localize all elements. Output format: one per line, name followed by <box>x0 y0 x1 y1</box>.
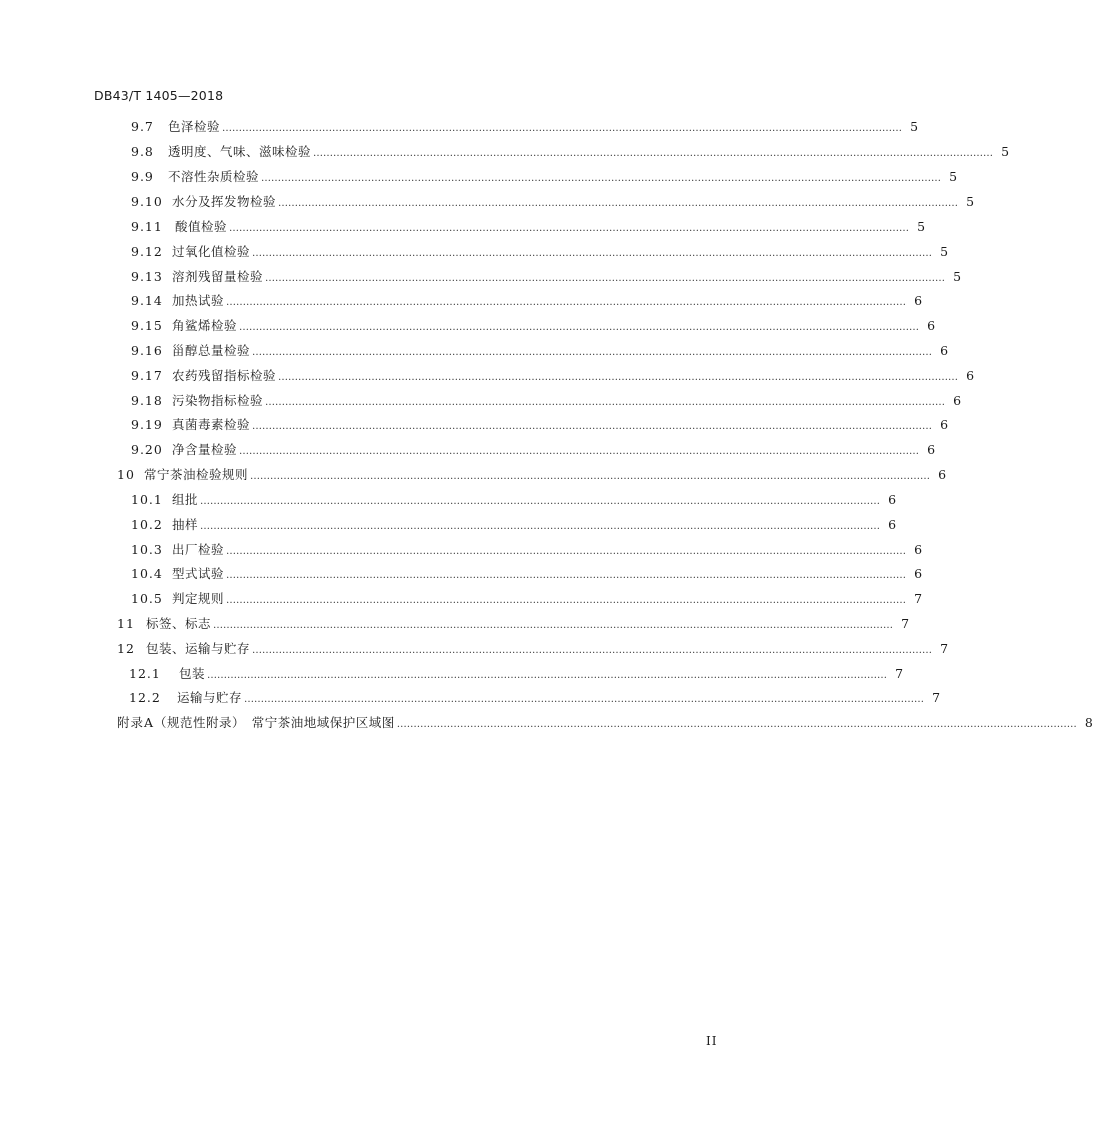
toc-leader-dots: …………………………………………………………………………………………………………………………………………………………………………………… <box>226 570 907 581</box>
toc-leader-dots: …………………………………………………………………………………………………………………………………………………………………………………… <box>252 248 933 259</box>
toc-entry[interactable] <box>131 391 962 411</box>
toc-leader-dots: …………………………………………………………………………………………………………………………………………………………………………………… <box>226 595 907 606</box>
toc-entry-page: 6 <box>940 343 949 358</box>
toc-entry-page: 6 <box>940 417 949 432</box>
toc-entry-title: 溶剂残留量检验 <box>172 269 264 284</box>
toc-entry-title: 抽样 <box>172 517 199 532</box>
toc-leader-dots: …………………………………………………………………………………………………………………………………………………………………………………… <box>213 620 894 631</box>
toc-entry-page: 5 <box>917 219 926 234</box>
toc-entry[interactable] <box>131 440 936 460</box>
toc-entry-page: 7 <box>901 616 910 631</box>
toc-entry-title: 角鲨烯检验 <box>172 318 238 333</box>
toc-leader-dots: …………………………………………………………………………………………………………………………………………………………………………………… <box>222 123 903 134</box>
toc-entry-title: 净含量检验 <box>172 442 238 457</box>
toc-leader-dots: …………………………………………………………………………………………………………………………………………………………………………………… <box>250 471 931 482</box>
toc-entry-number: 9.16 <box>131 343 163 358</box>
toc-entry-number: 9.11 <box>131 219 163 234</box>
toc-entry[interactable] <box>131 142 1010 162</box>
toc-leader-dots: …………………………………………………………………………………………………………………………………………………………………………………… <box>226 297 907 308</box>
toc-entry[interactable] <box>117 713 1093 733</box>
toc-entry-page: 5 <box>953 269 962 284</box>
toc-entry-number: 10.2 <box>131 517 163 532</box>
toc-leader-dots: …………………………………………………………………………………………………………………………………………………………………………………… <box>200 521 881 532</box>
toc-entry-number: 10.1 <box>131 492 163 507</box>
document-code: DB43/T 1405—2018 <box>94 88 224 103</box>
toc-leader-dots: …………………………………………………………………………………………………………………………………………………………………………………… <box>396 719 1077 730</box>
toc-entry-title: 包装、运输与贮存 <box>146 641 251 656</box>
toc-entry[interactable] <box>131 316 936 336</box>
toc-entry-number: 10.3 <box>131 542 163 557</box>
toc-entry-number: 9.9 <box>131 169 154 184</box>
toc-entry-title: 包装 <box>179 666 206 681</box>
toc-entry-title: 常宁茶油检验规则 <box>144 467 249 482</box>
toc-entry-title: 甾醇总量检验 <box>172 343 251 358</box>
toc-leader-dots: …………………………………………………………………………………………………………………………………………………………………………………… <box>226 546 907 557</box>
toc-leader-dots: …………………………………………………………………………………………………………………………………………………………………………………… <box>207 670 888 681</box>
toc-entry-title: 型式试验 <box>172 566 225 581</box>
toc-entry-number: 9.7 <box>131 119 154 134</box>
toc-entry[interactable] <box>131 341 949 361</box>
toc-leader-dots: …………………………………………………………………………………………………………………………………………………………………………………… <box>244 694 925 705</box>
toc-entry-page: 6 <box>888 492 897 507</box>
toc-entry-page: 5 <box>949 169 958 184</box>
toc-leader-dots: …………………………………………………………………………………………………………………………………………………………………………………… <box>261 173 942 184</box>
toc-entry-page: 7 <box>940 641 949 656</box>
toc-entry[interactable] <box>131 267 962 287</box>
toc-entry[interactable] <box>131 415 949 435</box>
toc-entry-page: 6 <box>927 318 936 333</box>
toc-entry-page: 5 <box>1001 144 1010 159</box>
page-number: II <box>706 1034 718 1048</box>
toc-leader-dots: …………………………………………………………………………………………………………………………………………………………………………………… <box>313 148 994 159</box>
toc-entry[interactable] <box>131 192 975 212</box>
toc-leader-dots: …………………………………………………………………………………………………………………………………………………………………………………… <box>265 397 946 408</box>
toc-entry-number: 9.19 <box>131 417 163 432</box>
toc-entry-title: 加热试验 <box>172 293 225 308</box>
toc-entry-number: 9.18 <box>131 393 163 408</box>
toc-entry-number: 附录A <box>117 715 155 730</box>
toc-entry-title: （规范性附录） 常宁茶油地域保护区域图 <box>154 715 395 730</box>
toc-entry[interactable] <box>131 540 923 560</box>
toc-entry-page: 5 <box>966 194 975 209</box>
toc-entry-number: 9.10 <box>131 194 163 209</box>
toc-entry-number: 12 <box>117 641 135 656</box>
toc-entry[interactable] <box>131 515 897 535</box>
toc-leader-dots: …………………………………………………………………………………………………………………………………………………………………………………… <box>278 372 959 383</box>
toc-entry[interactable] <box>131 167 958 187</box>
toc-entry-title: 过氧化值检验 <box>172 244 251 259</box>
toc-entry-number: 12.2 <box>129 690 161 705</box>
toc-entry-number: 10.4 <box>131 566 163 581</box>
toc-entry[interactable] <box>131 117 919 137</box>
toc-entry-title: 农药残留指标检验 <box>172 368 277 383</box>
toc-entry-number: 10.5 <box>131 591 163 606</box>
toc-entry-title: 透明度、气味、滋味检验 <box>168 144 312 159</box>
toc-entry-number: 10 <box>117 467 135 482</box>
toc-entry[interactable] <box>131 291 923 311</box>
toc-entry[interactable] <box>117 614 910 634</box>
toc-entry-title: 不溶性杂质检验 <box>168 169 260 184</box>
toc-entry-title: 酸值检验 <box>175 219 228 234</box>
toc-entry-title: 污染物指标检验 <box>172 393 264 408</box>
toc-entry-title: 色泽检验 <box>168 119 221 134</box>
toc-entry[interactable] <box>129 664 904 684</box>
toc-entry-title: 组批 <box>172 492 199 507</box>
toc-entry-page: 6 <box>938 467 947 482</box>
toc-leader-dots: …………………………………………………………………………………………………………………………………………………………………………………… <box>252 421 933 432</box>
toc-entry-number: 9.8 <box>131 144 154 159</box>
toc-entry-title: 运输与贮存 <box>177 690 243 705</box>
toc-leader-dots: …………………………………………………………………………………………………………………………………………………………………………………… <box>252 645 933 656</box>
toc-entry[interactable] <box>129 688 941 708</box>
toc-leader-dots: …………………………………………………………………………………………………………………………………………………………………………………… <box>239 446 920 457</box>
toc-entry-number: 11 <box>117 616 135 631</box>
toc-entry-page: 5 <box>940 244 949 259</box>
toc-entry-number: 12.1 <box>129 666 161 681</box>
toc-entry-page: 5 <box>910 119 919 134</box>
toc-entry-page: 6 <box>914 542 923 557</box>
toc-entry[interactable] <box>117 639 949 659</box>
toc-entry[interactable] <box>131 242 949 262</box>
toc-entry[interactable] <box>131 589 923 609</box>
toc-entry-number: 9.12 <box>131 244 163 259</box>
toc-entry-page: 6 <box>927 442 936 457</box>
toc-entry-title: 水分及挥发物检验 <box>172 194 277 209</box>
toc-leader-dots: …………………………………………………………………………………………………………………………………………………………………………………… <box>200 496 881 507</box>
toc-entry-title: 判定规则 <box>172 591 225 606</box>
toc-entry-page: 7 <box>932 690 941 705</box>
toc-entry[interactable] <box>131 366 975 386</box>
toc-entry-page: 6 <box>914 293 923 308</box>
toc-entry[interactable] <box>131 490 897 510</box>
toc-entry-page: 7 <box>895 666 904 681</box>
toc-entry-title: 真菌毒素检验 <box>172 417 251 432</box>
toc-entry-title: 出厂检验 <box>172 542 225 557</box>
toc-entry-number: 9.14 <box>131 293 163 308</box>
toc-leader-dots: …………………………………………………………………………………………………………………………………………………………………………………… <box>239 322 920 333</box>
toc-entry-page: 7 <box>914 591 923 606</box>
toc-leader-dots: …………………………………………………………………………………………………………………………………………………………………………………… <box>265 273 946 284</box>
toc-entry[interactable] <box>131 217 926 237</box>
toc-entry-page: 8 <box>1084 715 1093 730</box>
toc-entry-page: 6 <box>914 566 923 581</box>
toc-entry-number: 9.20 <box>131 442 163 457</box>
toc-entry[interactable] <box>117 465 947 485</box>
toc-entry[interactable] <box>131 564 923 584</box>
toc-entry-number: 9.17 <box>131 368 163 383</box>
toc-leader-dots: …………………………………………………………………………………………………………………………………………………………………………………… <box>252 347 933 358</box>
toc-entry-number: 9.15 <box>131 318 163 333</box>
toc-entry-page: 6 <box>966 368 975 383</box>
toc-entry-page: 6 <box>953 393 962 408</box>
toc-leader-dots: …………………………………………………………………………………………………………………………………………………………………………………… <box>278 198 959 209</box>
toc-entry-title: 标签、标志 <box>146 616 212 631</box>
toc-entry-number: 9.13 <box>131 269 163 284</box>
toc-leader-dots: …………………………………………………………………………………………………………………………………………………………………………………… <box>229 223 910 234</box>
toc-entry-page: 6 <box>888 517 897 532</box>
